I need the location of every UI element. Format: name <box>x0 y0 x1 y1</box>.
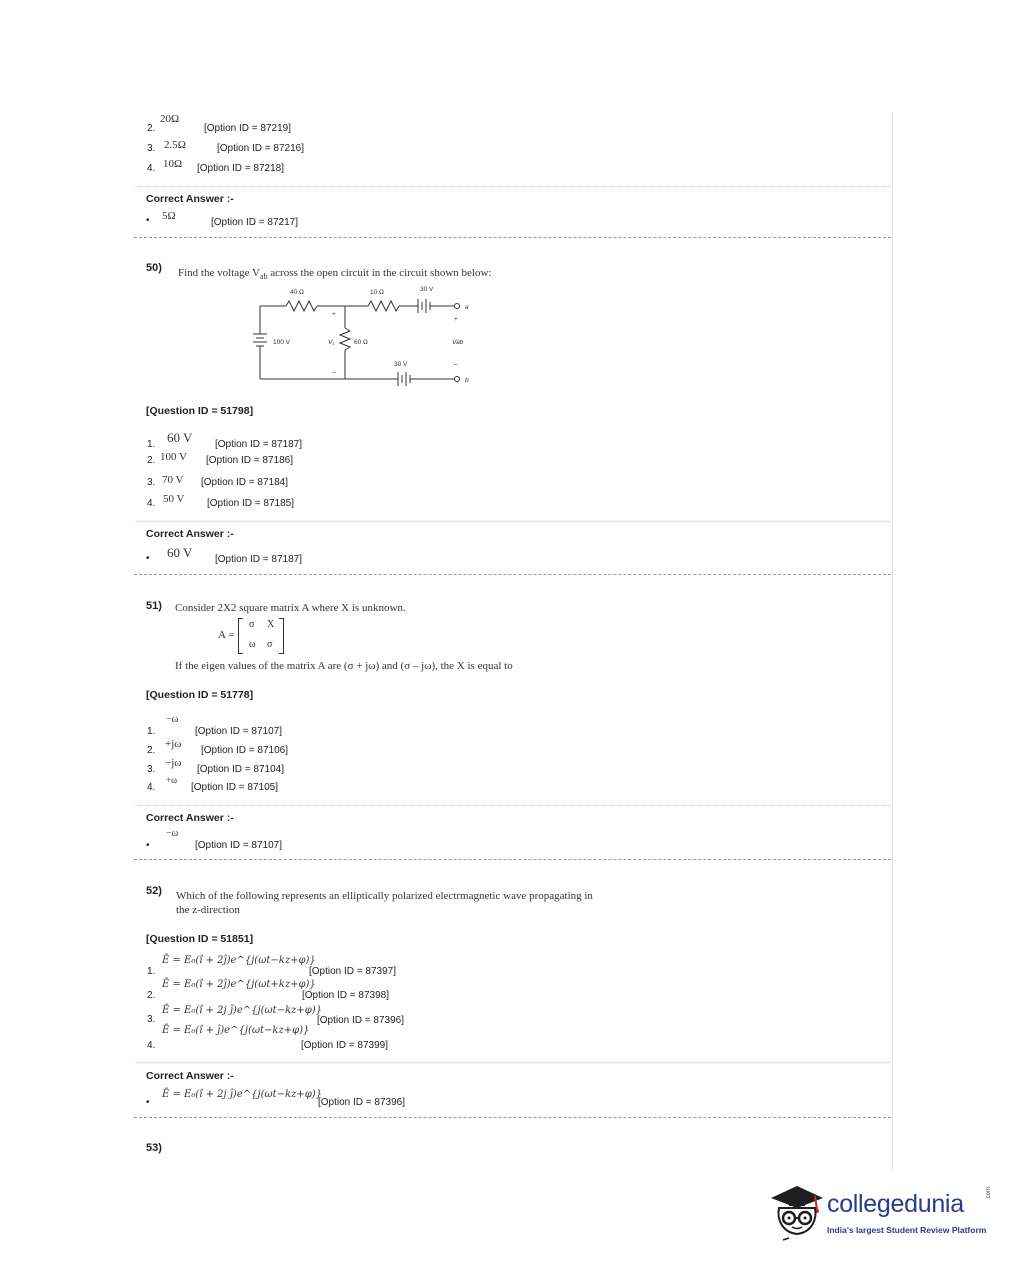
option-id: [Option ID = 87399] <box>301 1040 389 1051</box>
label-minus-v1: – <box>332 369 336 376</box>
label-plus-vab: + <box>454 316 458 323</box>
resistor-40-ohm <box>286 301 317 311</box>
option-id: [Option ID = 87219] <box>204 123 292 134</box>
label-30v-bottom: 30 V <box>394 361 408 368</box>
option-id: [Option ID = 87398] <box>302 990 390 1001</box>
matrix-cell: X <box>267 619 275 630</box>
option-id: [Option ID = 87107] <box>195 726 283 737</box>
bullet: • <box>146 215 150 226</box>
option-id: [Option ID = 87187] <box>215 439 303 450</box>
label-40-ohm: 40 Ω <box>290 289 304 296</box>
option-number: 1. <box>147 966 156 977</box>
question-separator <box>134 237 891 238</box>
option-number: 1. <box>147 726 156 737</box>
matrix-bracket <box>238 618 284 654</box>
correct-answer-value: Ē = E₀(î + 2j ĵ)e^{j(ωt−kz+φ)} <box>162 1089 323 1100</box>
option-id: [Option ID = 87104] <box>197 764 285 775</box>
brand-name: collegedunia <box>827 1190 964 1218</box>
question-text-line2: the z-direction <box>176 904 240 916</box>
brand-tagline: India's largest Student Review Platform <box>827 1225 987 1235</box>
divider <box>134 805 891 806</box>
eigen-text: If the eigen values of the matrix A are (σ + jω) and (σ – jω), the X is equal to <box>175 660 513 672</box>
correct-answer-label: Correct Answer :- <box>146 812 234 824</box>
question-number: 53) <box>146 1142 162 1154</box>
correct-answer-label: Correct Answer :- <box>146 1070 234 1082</box>
resistor-60-ohm <box>340 328 350 350</box>
label-10-ohm: 10 Ω <box>370 289 384 296</box>
correct-answer-label: Correct Answer :- <box>146 193 234 205</box>
correct-answer-value: 5Ω <box>162 210 176 222</box>
label-vab: Vab <box>452 339 464 346</box>
option-number: 2. <box>147 123 156 134</box>
option-value: −jω <box>165 757 182 769</box>
option-value: 100 V <box>160 451 187 463</box>
divider <box>134 521 891 522</box>
matrix-label: A = <box>218 629 235 641</box>
question-id: [Question ID = 51851] <box>146 933 254 945</box>
option-number: 2. <box>147 745 156 756</box>
question-number: 51) <box>146 600 162 612</box>
option-value: 20Ω <box>160 113 180 125</box>
option-number: 1. <box>147 439 156 450</box>
option-number: 4. <box>147 782 156 793</box>
option-value: 60 V <box>167 430 193 445</box>
option-id: [Option ID = 87396] <box>317 1015 405 1026</box>
option-value: 2.5Ω <box>164 139 186 151</box>
question-id: [Question ID = 51798] <box>146 405 254 417</box>
circuit-diagram <box>250 282 490 388</box>
correct-answer-id: [Option ID = 87396] <box>318 1097 406 1108</box>
option-value: 50 V <box>163 493 185 505</box>
bullet: • <box>146 553 150 564</box>
question-id: [Question ID = 51778] <box>146 689 254 701</box>
correct-answer-id: [Option ID = 87217] <box>211 217 299 228</box>
option-value: Ē = E₀(î + 2ĵ)e^{j(ωt−kz+φ)} <box>162 955 316 966</box>
label-v1: V₁ <box>328 339 335 346</box>
option-value: −ω <box>166 714 179 725</box>
question-number: 52) <box>146 885 162 897</box>
divider <box>134 186 891 187</box>
label-node-b: b <box>465 377 469 384</box>
correct-answer-id: [Option ID = 87187] <box>215 554 303 565</box>
option-id: [Option ID = 87106] <box>201 745 289 756</box>
label-100v: 100 V <box>273 339 290 346</box>
option-number: 3. <box>147 1014 156 1025</box>
option-number: 2. <box>147 990 156 1001</box>
collegedunia-logo <box>765 1176 1015 1246</box>
option-number: 3. <box>147 764 156 775</box>
label-minus-vab: – <box>454 361 458 368</box>
option-number: 4. <box>147 498 156 509</box>
option-value: Ē = E₀(î + 2ĵ)e^{j(ωt+kz+φ)} <box>162 979 316 990</box>
option-value: Ē = E₀(î + ĵ)e^{j(ωt−kz+φ)} <box>162 1025 310 1036</box>
correct-answer-id: [Option ID = 87107] <box>195 840 283 851</box>
correct-answer-label: Correct Answer :- <box>146 528 234 540</box>
question-text-line1: Which of the following represents an elliptically polarized electrmagnetic wave propagating in <box>176 890 593 902</box>
option-number: 4. <box>147 1040 156 1051</box>
option-id: [Option ID = 87185] <box>207 498 295 509</box>
option-value: Ē = E₀(î + 2j ĵ)e^{j(ωt−kz+φ)} <box>162 1005 323 1016</box>
brand-com: .com <box>986 1186 992 1200</box>
option-id: [Option ID = 87105] <box>191 782 279 793</box>
bullet: • <box>146 1097 150 1108</box>
option-id: [Option ID = 87184] <box>201 477 289 488</box>
question-separator <box>134 859 891 860</box>
option-number: 2. <box>147 455 156 466</box>
question-separator <box>134 574 891 575</box>
label-30v-top: 30 V <box>420 286 434 293</box>
label-plus-v1: + <box>332 311 336 318</box>
label-node-a: a <box>465 304 469 311</box>
option-id: [Option ID = 87216] <box>217 143 305 154</box>
correct-answer-value: 60 V <box>167 545 193 560</box>
mascot-icon <box>765 1180 829 1244</box>
option-value: +jω <box>165 738 182 750</box>
option-number: 4. <box>147 163 156 174</box>
option-value: +ω <box>166 775 177 785</box>
resistor-10-ohm <box>368 301 399 311</box>
question-number: 50) <box>146 262 162 274</box>
matrix-cell: σ <box>267 639 273 650</box>
question-separator <box>134 1117 891 1118</box>
option-number: 3. <box>147 143 156 154</box>
question-text: Consider 2X2 square matrix A where X is unknown. <box>175 602 406 614</box>
bullet: • <box>146 840 150 851</box>
correct-answer-value: −ω <box>166 828 179 839</box>
option-id: [Option ID = 87397] <box>309 966 397 977</box>
option-number: 3. <box>147 477 156 488</box>
matrix-cell: ω <box>249 639 256 650</box>
option-value: 70 V <box>162 474 184 486</box>
divider <box>134 1062 891 1063</box>
option-id: [Option ID = 87186] <box>206 455 294 466</box>
label-60-ohm: 60 Ω <box>354 339 368 346</box>
matrix-cell: σ <box>249 619 255 630</box>
option-value: 10Ω <box>163 158 183 170</box>
question-text: Find the voltage $V_{ab}$ across the open circuit in the circuit shown below: <box>178 267 492 282</box>
option-id: [Option ID = 87218] <box>197 163 285 174</box>
